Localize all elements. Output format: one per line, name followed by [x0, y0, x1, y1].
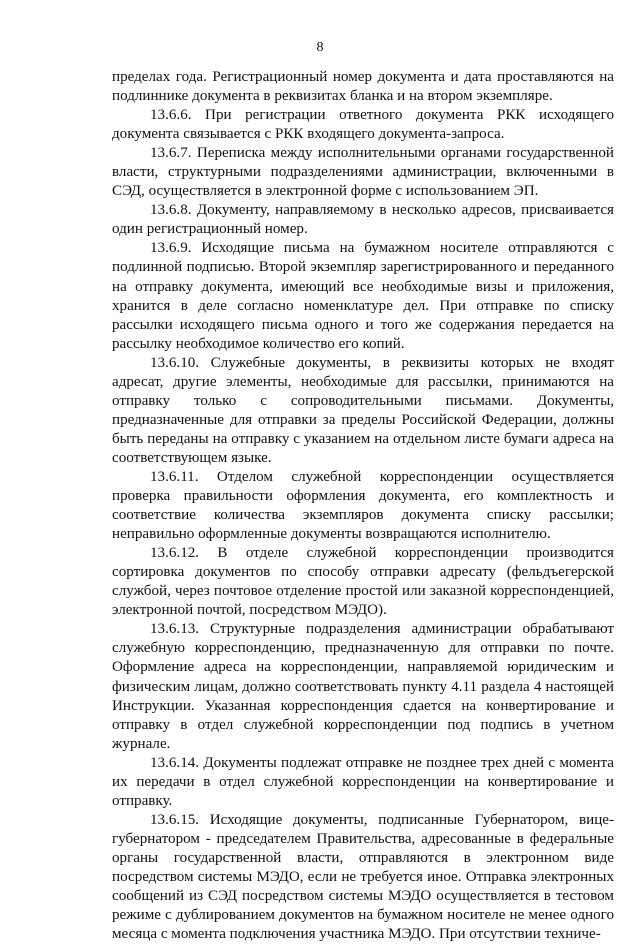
- paragraph-13-6-15: 13.6.15. Исходящие документы, подписанные Губернатором, вице-губернатором - председателем Правительства, адресованные в федеральные органы государственной власти, отправляются в электронном виде посредством системы МЭДО, если не требуется иное. Отправка электронных сообщений из СЭД посредством системы МЭДО осуществляется в тестовом режиме с дублированием документов на бумажном носителе не менее одного месяца с момента подключения участника МЭДО. При отсутствии техниче-: [112, 811, 614, 943]
- paragraph-13-6-8: 13.6.8. Документу, направляемому в несколько адресов, присваивается один регистрационный номер.: [112, 202, 614, 238]
- paragraph-13-6-14: 13.6.14. Документы подлежат отправке не позднее трех дней с момента их передачи в отдел служебной корреспонденции на конвертирование и отправку.: [112, 754, 614, 809]
- paragraph-13-6-9: 13.6.9. Исходящие письма на бумажном носителе отправляются с подлинной подписью. Второй экземпляр зарегистрированного и переданного на отправку документа, имеющий все необходимые визы и приложения, хранится в деле согласно номенклатуре дел. При отправке по списку рассылки исходящего письма одного и того же содержания передается на рассылку необходимое количество его копий.: [112, 240, 614, 352]
- paragraph-13-6-11: 13.6.11. Отделом служебной корреспонденции осуществляется проверка правильности оформления документа, его комплектность и соответствие количества экземпляров документа списку рассылки; неправильно оформленные документы возвращаются исполнителю.: [112, 468, 614, 543]
- paragraph-13-6-6: 13.6.6. При регистрации ответного документа РКК исходящего документа связывается с РКК входящего документа-запроса.: [112, 107, 614, 143]
- paragraph-13-6-13: 13.6.13. Структурные подразделения администрации обрабатывают служебную корреспонденцию, предназначенную для отправки по почте. Оформление адреса на корреспонденции, направляемой юридическим и физическим лицам, должно соответствовать пункту 4.11 раздела 4 настоящей Инструкции. Указанная корреспонденция сдается на конвертирование и отправку в отдел служебной корреспонденции под подпись в учетном журнале.: [112, 621, 614, 752]
- paragraph-13-6-10: 13.6.10. Служебные документы, в реквизиты которых не входят адресат, другие элементы, необходимые для рассылки, принимаются на отправку только с сопроводительными письмами. Документы, предназначенные для отправки за пределы Российской Федерации, должны быть переданы на отправку с указанием на отдельном листе бумаги адреса на соответствующем языке.: [112, 354, 614, 466]
- paragraph-continuation: пределах года. Регистрационный номер документа и дата проставляются на подлиннике документа в реквизитах бланка и на втором экземпляре.: [112, 69, 614, 105]
- paragraph-13-6-12: 13.6.12. В отделе служебной корреспонденции производится сортировка документов по способу отправки адресату (фельдъегерской службой, через почтовое отделение простой или заказной корреспонденцией, электронной почтой, посредством МЭДО).: [112, 545, 614, 619]
- page-number: 8: [316, 40, 324, 55]
- paragraph-13-6-7: 13.6.7. Переписка между исполнительными органами государственной власти, структурными подразделениями администрации, включенными в СЭД, осуществляется в электронной форме с использованием ЭП.: [112, 145, 614, 200]
- body-text: [112, 68, 614, 944]
